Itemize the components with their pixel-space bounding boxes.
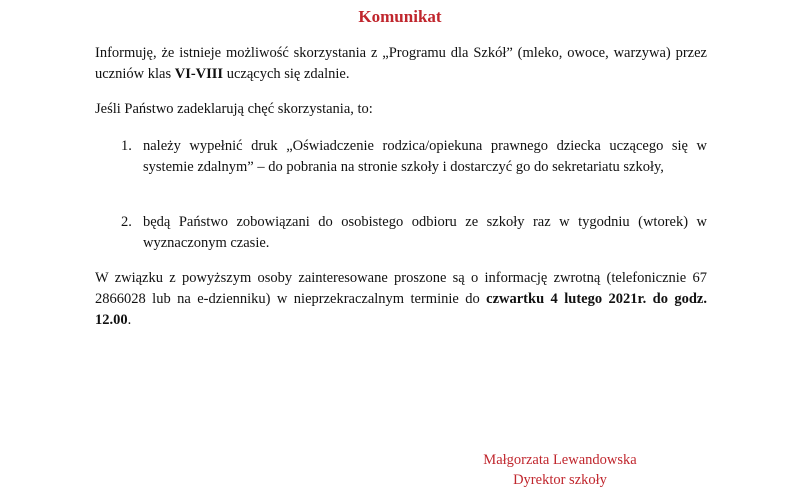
class-range-bold: VI-VIII xyxy=(174,66,224,82)
paragraph-program-info xyxy=(95,43,707,85)
signature-role: Dyrektor szkoły xyxy=(513,472,607,488)
list-item xyxy=(95,212,707,254)
paragraph-deadline xyxy=(95,268,707,331)
deadline-bold: czwartku 4 lutego 2021r. do godz. 12.00 xyxy=(95,291,707,328)
signature-name: Małgorzata Lewandowska xyxy=(483,452,637,468)
document-title: Komunikat xyxy=(358,7,442,26)
list-item xyxy=(95,136,707,178)
paragraph-deadline-text-b: . xyxy=(127,312,132,328)
list-item-text: będą Państwo zobowiązani do osobistego odbioru ze szkoły raz w tygodniu (wtorek) w wyznaczonym czasie. xyxy=(143,214,707,251)
paragraph-declaration-intro: Jeśli Państwo zadeklarują chęć skorzystania, to: xyxy=(95,101,373,117)
list-item-number: 1. xyxy=(121,138,132,154)
list-item-text: należy wypełnić druk „Oświadczenie rodzica/opiekuna prawnego dziecka uczącego się w systemie zdalnym” – do pobrania na stronie szkoły i dostarczyć go do sekretariatu szkoły, xyxy=(143,138,707,175)
paragraph-program-info-text-a: Informuję, że istnieje możliwość skorzystania z „Programu dla Szkół” (mleko, owoce, warzywa) przez uczniów klas xyxy=(95,45,707,82)
list-item-number: 2. xyxy=(121,214,132,230)
paragraph-deadline-text-a: W związku z powyższym osoby zainteresowane proszone są o informację zwrotną (telefonicznie 67 2866028 lub na e-dzienniku) w nieprzekraczalnym terminie do xyxy=(95,270,707,307)
paragraph-program-info-text-b: uczących się zdalnie. xyxy=(223,66,350,82)
